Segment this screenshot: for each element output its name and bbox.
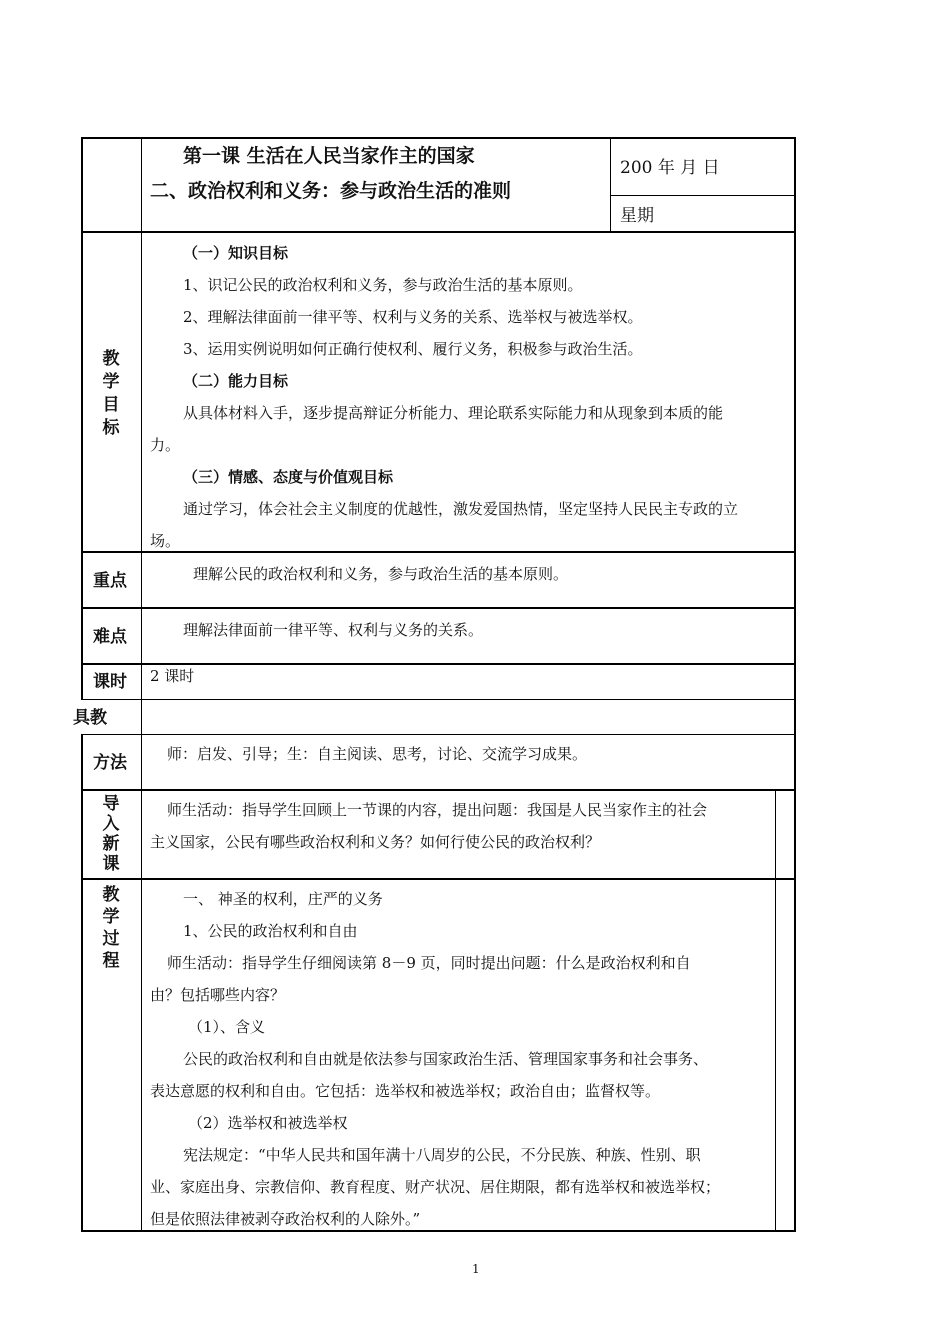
ability-text: 从具体材料入手，逐步提高辩证分析能力、理论联系实际能力和从现象到本质的能 bbox=[183, 404, 724, 422]
lesson-title: 第一课 生活在人民当家作主的国家 bbox=[183, 145, 475, 167]
intro-text-cont: 主义国家，公民有哪些政治权利和义务？如何行使公民的政治权利？ bbox=[150, 833, 601, 851]
emotion-text-cont: 场。 bbox=[150, 532, 181, 550]
emotion-text: 通过学习，体会社会主义制度的优越性，激发爱国热情，坚定坚持人民民主专政的立 bbox=[183, 500, 739, 518]
hours-label: 课时 bbox=[93, 672, 127, 692]
row-divider bbox=[81, 663, 796, 665]
inner-right-divider bbox=[775, 790, 776, 1231]
date-field: 200 年 月 日 bbox=[620, 158, 720, 178]
process-line: 师生活动：指导学生仔细阅读第 8－9 页，同时提出问题：什么是政治权利和自 bbox=[167, 954, 691, 972]
key-point-label: 重点 bbox=[93, 571, 127, 591]
row-divider bbox=[81, 699, 796, 700]
key-point-text: 理解公民的政治权利和义务，参与政治生活的基本原则。 bbox=[193, 565, 569, 583]
table-border-bottom bbox=[81, 1230, 796, 1232]
row-divider bbox=[81, 607, 796, 609]
table-border-left bbox=[81, 232, 83, 700]
process-line: 业、家庭出身、宗教信仰、教育程度、财产状况、居住期限，都有选举权和被选举权； bbox=[150, 1178, 721, 1196]
date-row-divider bbox=[610, 195, 795, 196]
tools-label: 教具 bbox=[73, 708, 107, 728]
knowledge-heading: （一）知识目标 bbox=[183, 244, 289, 262]
method-text: 师：启发、引导；生：自主阅读、思考，讨论、交流学习成果。 bbox=[167, 745, 588, 763]
process-label: 教 学 过 程 bbox=[102, 885, 120, 971]
emotion-heading: （三）情感、态度与价值观目标 bbox=[183, 468, 394, 486]
row-divider bbox=[81, 789, 796, 791]
process-line: 一、 神圣的权利，庄严的义务 bbox=[183, 890, 383, 908]
date-column-divider bbox=[610, 137, 611, 232]
section-title: 二、政治权利和义务：参与政治生活的准则 bbox=[150, 180, 512, 202]
process-line: 但是依照法律被剥夺政治权利的人除外。” bbox=[150, 1210, 421, 1228]
difficulty-text: 理解法律面前一律平等、权利与义务的关系。 bbox=[183, 621, 484, 639]
method-label: 方法 bbox=[93, 753, 127, 773]
process-line: 1、公民的政治权利和自由 bbox=[183, 922, 358, 940]
row-divider bbox=[81, 878, 796, 880]
process-line: （2）选举权和被选举权 bbox=[188, 1114, 348, 1132]
difficulty-label: 难点 bbox=[93, 627, 127, 647]
row-divider bbox=[81, 734, 796, 735]
ability-text-cont: 力。 bbox=[150, 436, 181, 454]
process-line: （1）、含义 bbox=[188, 1018, 266, 1036]
ability-heading: （二）能力目标 bbox=[183, 372, 289, 390]
table-border-right bbox=[794, 137, 796, 1232]
table-border-left bbox=[81, 137, 83, 232]
knowledge-item: 3、运用实例说明如何正确行使权利、履行义务，积极参与政治生活。 bbox=[183, 340, 643, 358]
row-divider bbox=[81, 551, 796, 553]
process-line: 表达意愿的权利和自由。它包括：选举权和被选举权；政治自由；监督权等。 bbox=[150, 1082, 661, 1100]
row-divider bbox=[81, 231, 796, 233]
process-line: 由？包括哪些内容？ bbox=[150, 986, 286, 1004]
intro-label: 导 入 新 课 bbox=[102, 794, 120, 874]
page-number: 1 bbox=[472, 1262, 480, 1276]
hours-text: 2 课时 bbox=[150, 667, 195, 685]
process-line: 公民的政治权利和自由就是依法参与国家政治生活、管理国家事务和社会事务、 bbox=[183, 1050, 709, 1068]
process-line: 宪法规定：“中华人民共和国年满十八周岁的公民，不分民族、种族、性别、职 bbox=[183, 1146, 701, 1164]
knowledge-item: 1、识记公民的政治权利和义务，参与政治生活的基本原则。 bbox=[183, 276, 583, 294]
objectives-label: 教 学 目 标 bbox=[102, 349, 120, 438]
table-border-left bbox=[81, 735, 83, 1232]
label-column-divider bbox=[141, 137, 142, 1232]
intro-text: 师生活动：指导学生回顾上一节课的内容，提出问题：我国是人民当家作主的社会 bbox=[167, 801, 708, 819]
table-border-top bbox=[81, 137, 796, 139]
knowledge-item: 2、理解法律面前一律平等、权利与义务的关系、选举权与被选举权。 bbox=[183, 308, 643, 326]
weekday-field: 星期 bbox=[620, 206, 654, 226]
